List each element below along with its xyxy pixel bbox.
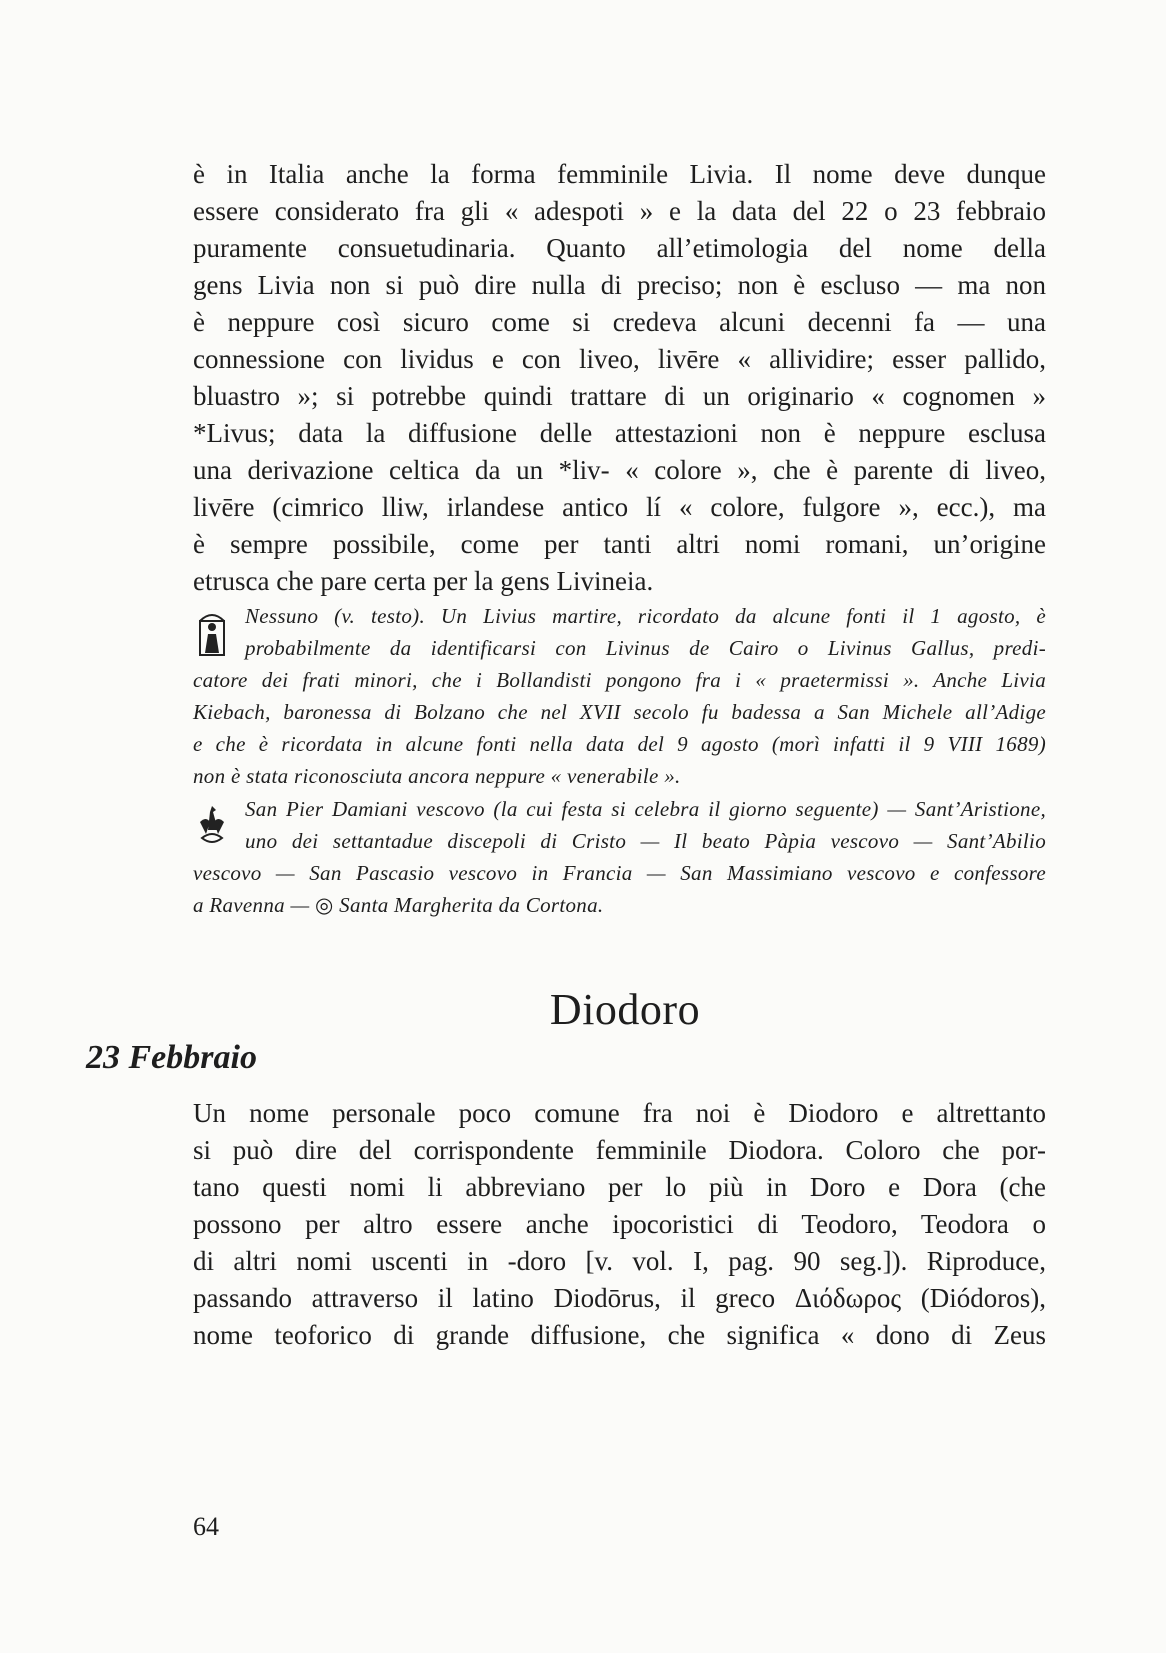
text-line: si può dire del corrispondente femminile Diodora. Coloro che por- xyxy=(193,1135,1046,1165)
note-line: San Pier Damiani vescovo (la cui festa si celebra il giorno seguente) — Sant’Aristione, xyxy=(245,797,1046,821)
note-line: Kiebach, baronessa di Bolzano che nel XVII secolo fu badessa a San Michele all’Adige xyxy=(193,700,1046,724)
note-line: vescovo — San Pascasio vescovo in Francia — San Massimiano vescovo e confessore xyxy=(193,861,1046,885)
text-line: bluastro »; si potrebbe quindi trattare di un originario « cognomen » xyxy=(193,381,1046,411)
note-line: e che è ricordata in alcune fonti nella data del 9 agosto (morì infatti il 9 VIII 1689) xyxy=(193,732,1046,756)
note-saints xyxy=(193,600,1046,792)
entry-paragraph xyxy=(193,1095,1046,1354)
note-line: a Ravenna — ◎ Santa Margherita da Cortona. xyxy=(193,893,604,917)
text-line: passando attraverso il latino Diodōrus, il greco Διόδωρος (Diódoros), xyxy=(193,1283,1046,1313)
text-line: di altri nomi uscenti in -doro [v. vol. I, pag. 90 seg.]). Riproduce, xyxy=(193,1246,1046,1276)
note-line: probabilmente da identificarsi con Livinus de Cairo o Livinus Gallus, predi- xyxy=(245,636,1046,660)
note-line: non è stata riconosciuta ancora neppure « venerabile ». xyxy=(193,764,681,788)
note-line: catore dei frati minori, che i Bollandisti pongono fra i « praetermissi ». Anche Livia xyxy=(193,668,1046,692)
text-line: tano questi nomi li abbreviano per lo più in Doro e Dora (che xyxy=(193,1172,1046,1202)
text-line: puramente consuetudinaria. Quanto all’etimologia del nome della xyxy=(193,233,1046,263)
text-line: essere considerato fra gli « adespoti » e la data del 22 o 23 febbraio xyxy=(193,196,1046,226)
text-line: connessione con lividus e con liveo, livēre « allividire; esser pallido, xyxy=(193,344,1046,374)
page-number: 64 xyxy=(193,1512,219,1541)
text-line: una derivazione celtica da un *liv- « colore », che è parente di liveo, xyxy=(193,455,1046,485)
text-line: gens Livia non si può dire nulla di preciso; non è escluso — ma non xyxy=(193,270,1046,300)
note-line: uno dei settantadue discepoli di Cristo — Il beato Pàpia vescovo — Sant’Abilio xyxy=(245,829,1046,853)
text-line: *Livus; data la diffusione delle attestazioni non è neppure esclusa xyxy=(193,418,1046,448)
note-calendar xyxy=(193,793,1046,921)
text-line: nome teoforico di grande diffusione, che significa « dono di Zeus xyxy=(193,1320,1046,1350)
intro-paragraph xyxy=(193,156,1046,600)
entry-title: Diodoro xyxy=(549,985,701,1034)
entry-date: 23 Febbraio xyxy=(86,1039,257,1076)
text-line: Un nome personale poco comune fra noi è Diodoro e altrettanto xyxy=(193,1098,1046,1128)
text-line: è sempre possibile, come per tanti altri nomi romani, un’origine xyxy=(193,529,1046,559)
text-line: livēre (cimrico lliw, irlandese antico lí « colore, fulgore », ecc.), ma xyxy=(193,492,1046,522)
text-line: etrusca che pare certa per la gens Livineia. xyxy=(193,566,654,596)
text-line: è in Italia anche la forma femminile Livia. Il nome deve dunque xyxy=(193,159,1046,189)
text-line: possono per altro essere anche ipocoristici di Teodoro, Teodora o xyxy=(193,1209,1046,1239)
note-line: Nessuno (v. testo). Un Livius martire, ricordato da alcune fonti il 1 agosto, è xyxy=(245,604,1046,628)
text-line: è neppure così sicuro come si credeva alcuni decenni fa — una xyxy=(193,307,1046,337)
